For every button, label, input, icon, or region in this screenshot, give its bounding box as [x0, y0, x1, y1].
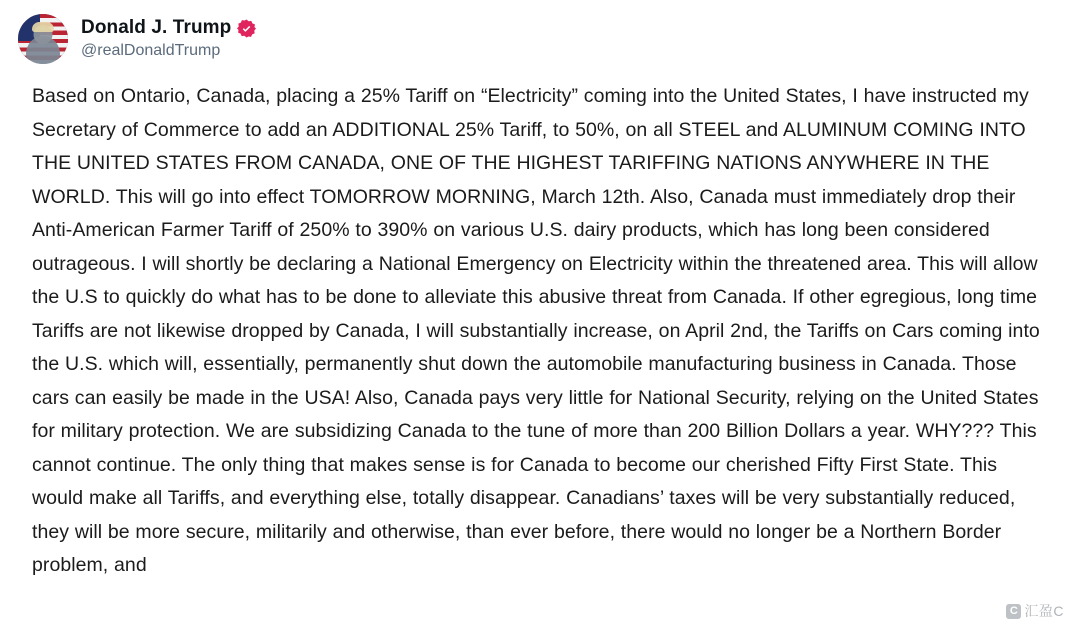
author-name-row — [81, 17, 256, 39]
post-header — [18, 14, 1054, 64]
watermark-logo-icon: C — [1006, 604, 1021, 619]
author-block — [81, 14, 256, 60]
person-hair-icon — [32, 22, 54, 32]
watermark — [1006, 601, 1064, 621]
author-display-name[interactable]: Donald J. Trump — [81, 17, 232, 38]
avatar[interactable] — [18, 14, 68, 64]
watermark-label: 汇盈C — [1024, 603, 1064, 619]
verified-badge-icon — [237, 19, 256, 38]
author-handle[interactable]: @realDonaldTrump — [81, 42, 221, 59]
post-text: Based on Ontario, Canada, placing a 25% Tariff on “Electricity” coming into the United States, I have instructed my Secretary of Commerce to add an ADDITIONAL 25% Tariff, to 50%, on all STEEL and ALUMINUM COMING INTO THE UNITED STATES FROM CANADA, ONE OF THE HIGHEST TARIFFING NATIONS ANYWHERE IN THE WORLD. This will go into effect TOMORROW MORNING, March 12th. Also, Canada must immediately drop their Anti-American Farmer Tariff of 250% to 390% on various U.S. dairy products, which has long been considered outrageous. I will shortly be declaring a National Emergency on Electricity within the threatened area. This will allow the U.S to quickly do what has to be done to alleviate this abusive threat from Canada. If other egregious, long time Tariffs are not likewise dropped by Canada, I will substantially increase, on April 2nd, the Tariffs on Cars coming into the U.S. which will, essentially, permanently shut down the automobile manufacturing business in Canada. Those cars can easily be made in the USA! Also, Canada pays very little for National Security, relying on the United States for military protection. We are subsidizing Canada to the tune of more than 200 Billion Dollars a year. WHY??? This cannot continue. The only thing that makes sense is for Canada to become our cherished Fifty First State. This would make all Tariffs, and everything else, totally disappear. Canadians’ taxes will be very substantially reduced, they will be more secure, militarily and otherwise, than ever before, there would no longer be a Northern Border problem, and — [32, 85, 1040, 576]
